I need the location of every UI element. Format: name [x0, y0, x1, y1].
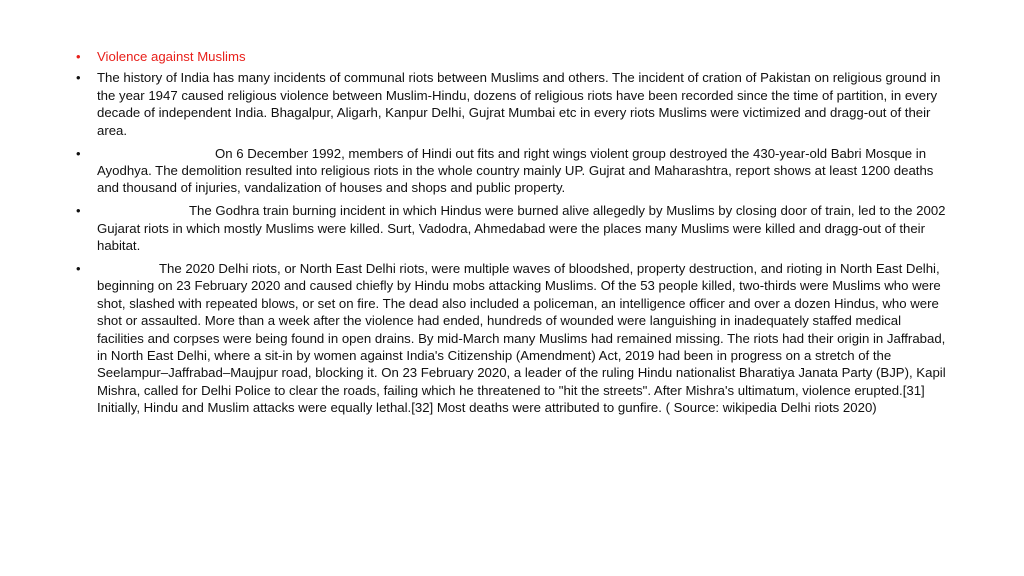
- paragraph-text: On 6 December 1992, members of Hindi out fits and right wings violent group destroyed the 430-year-old Babri Mosque in Ayodhya. The demolition resulted into religious riots in the whole country mainly UP. Gujrat and Maharashtra, report shows at least 1200 deaths and thousand of injuries, vandalization of houses and shops and public property.: [97, 145, 934, 196]
- bullet-dot: •: [76, 70, 81, 86]
- heading-text: Violence against Muslims: [97, 49, 246, 64]
- bullet-dot: •: [76, 203, 81, 219]
- bullet-dot: •: [76, 260, 81, 276]
- bullet-list: [76, 48, 946, 422]
- bullet-godhra-gujarat: [76, 202, 946, 254]
- bullet-delhi-riots-2020: [76, 260, 946, 417]
- bullet-partition-history: [76, 69, 946, 139]
- paragraph-text: The Godhra train burning incident in which Hindus were burned alive allegedly by Muslims by closing door of train, led to the 2002 Gujarat riots in which mostly Muslims were killed. Surt, Vadodra, Ahmedabad were the places many Muslims were killed and dragg-out of their habitat.: [97, 203, 946, 254]
- paragraph-text: The history of India has many incidents of communal riots between Muslims and others. The incident of cration of Pakistan on religious ground in the year 1947 caused religious violence between Muslim-Hindu, dozens of religious riots have been recorded since the time of partition, in every decade of independent India. Bhagalpur, Aligarh, Kanpur Delhi, Gujrat Mumbai etc in every riots Muslims were victimized and dragg-out of their area.: [97, 70, 941, 138]
- bullet-heading: [76, 48, 946, 65]
- bullet-dot: •: [76, 145, 81, 161]
- bullet-dot: •: [76, 49, 81, 64]
- paragraph-text: The 2020 Delhi riots, or North East Delhi riots, were multiple waves of bloodshed, property destruction, and rioting in North East Delhi, beginning on 23 February 2020 and caused chiefly by Hindu mobs attacking Muslims. Of the 53 people killed, two-thirds were Muslims who were shot, slashed with repeated blows, or set on fire. The dead also included a policeman, an intelligence officer and over a dozen Hindus, who were shot or assaulted. More than a week after the violence had ended, hundreds of wounded were languishing in inadequately staffed medical facilities and corpses were being found in open drains. By mid-March many Muslims had remained missing. The riots had their origin in Jaffrabad, in North East Delhi, where a sit-in by women against India's Citizenship (Amendment) Act, 2019 had been in progress on a stretch of the Seelampur–Jaffrabad–Maujpur road, blocking it. On 23 February 2020, a leader of the ruling Hindu nationalist Bharatiya Janata Party (BJP), Kapil Mishra, called for Delhi Police to clear the roads, failing which he threatened to "hit the streets". After Mishra's ultimatum, violence erupted.[31] Initially, Hindu and Muslim attacks were equally lethal.[32] Most deaths were attributed to gunfire. ( Source: wikipedia Delhi riots 2020): [97, 260, 946, 416]
- bullet-babri-mosque: [76, 145, 946, 197]
